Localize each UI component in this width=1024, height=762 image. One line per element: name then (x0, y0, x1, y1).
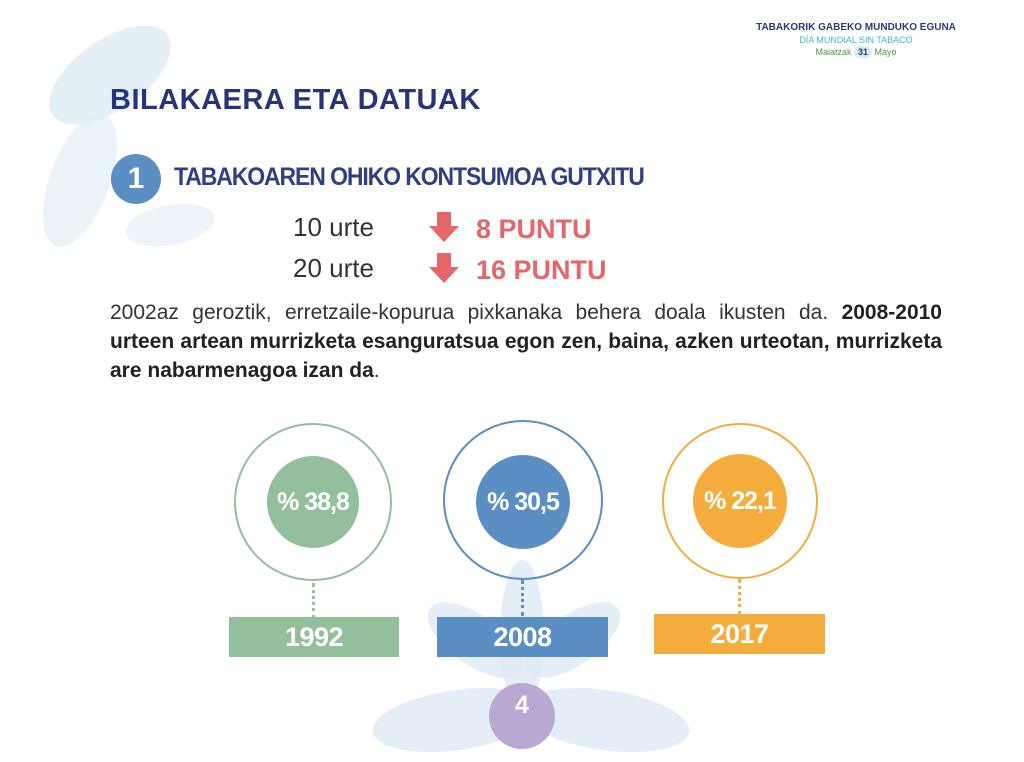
description-paragraph: 2002az geroztik, erretzaile-kopurua pixkanaka behera doala ikusten da. 2008-2010 urteen artean murrizketa esanguratsua egon zen, baina, azken urteotan, murrizketa are nabarmenagoa izan da. (110, 301, 942, 382)
stat-label: 10 urte (293, 212, 374, 242)
page-number: 4 (489, 683, 555, 749)
down-arrow-icon (427, 251, 461, 285)
down-arrow-icon (427, 210, 461, 244)
year-label: 1992 (229, 617, 399, 657)
section-number-badge: 1 (111, 154, 161, 204)
event-date: Maiatzak 31 Mayo (815, 47, 897, 57)
decorative-brush (122, 197, 218, 252)
page-title: BILAKAERA ETA DATUAK (110, 84, 481, 116)
event-title-es: DÍA MUNDIAL SIN TABACO (799, 35, 913, 45)
percent-circle: % 22,1 (693, 454, 787, 548)
connector-line (521, 580, 524, 616)
event-header (726, 22, 986, 58)
year-label: 2017 (654, 614, 825, 654)
section-title: TABAKOAREN OHIKO KONTSUMOA GUTXITU (174, 163, 644, 191)
percent-circle: % 38,8 (267, 456, 359, 548)
connector-line (738, 579, 741, 615)
connector-line (312, 583, 315, 619)
stat-value: 16 PUNTU (476, 255, 607, 285)
event-title-eu: TABAKORIK GABEKO MUNDUKO EGUNA (756, 22, 956, 33)
stat-label: 20 urte (293, 253, 374, 283)
percent-circle: % 30,5 (476, 455, 570, 549)
highlighted-text: 2008-2010 urteen artean murrizketa esanguratsua egon zen, baina, azken urteotan, murrizketa are nabarmenagoa izan da (110, 301, 942, 382)
event-day: 31 (854, 46, 872, 58)
year-label: 2008 (437, 617, 608, 657)
stat-value: 8 PUNTU (476, 214, 592, 244)
